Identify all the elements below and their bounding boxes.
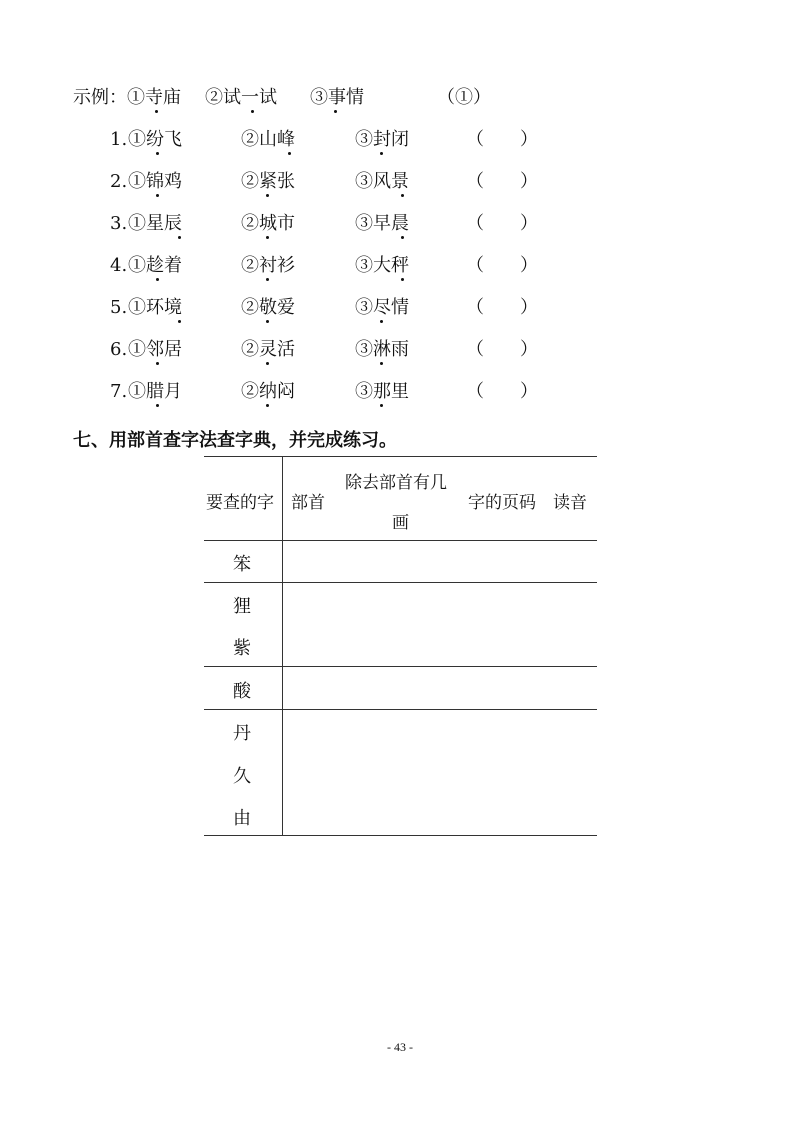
question-word-2: ②衬衫 [241,255,295,276]
lookup-char: 丹 [233,723,251,744]
emphasis-dot [266,320,269,323]
question-number: 2. [110,171,128,192]
emphasis-dot [178,236,181,239]
answer-parentheses: （ ） [466,339,538,360]
example-word-1: ①寺庙 [127,87,181,108]
question-word-3: ③那里 [355,381,409,402]
emphasis-dot [251,110,254,113]
example-word-3: ③事情 [310,87,364,108]
question-number: 1. [110,129,128,150]
question-word-2: ②灵活 [241,339,295,360]
header-strokes-line2: 画 [392,513,409,533]
lookup-char: 狸 [233,596,251,617]
question-word-2: ②山峰 [241,129,295,150]
emphasis-dot [380,320,383,323]
lookup-char: 酸 [233,681,251,702]
example-answer: （①） [437,87,491,108]
answer-parentheses: （ ） [466,129,538,150]
question-word-3: ③大秤 [355,255,409,276]
emphasis-dot [156,404,159,407]
emphasis-dot [156,362,159,365]
emphasis-dot [380,362,383,365]
question-word-3: ③淋雨 [355,339,409,360]
question-word-1: ①腊月 [128,381,182,402]
emphasis-dot [155,110,158,113]
lookup-char: 笨 [233,554,251,575]
table-border-top [204,456,597,457]
table-border-bottom [204,835,597,836]
emphasis-dot [156,152,159,155]
lookup-char: 久 [233,766,251,787]
answer-parentheses: （ ） [466,255,538,276]
emphasis-dot [288,152,291,155]
emphasis-dot [266,362,269,365]
question-word-1: ①环境 [128,297,182,318]
emphasis-dot [156,194,159,197]
emphasis-dot [401,278,404,281]
question-word-1: ①趁着 [128,255,182,276]
question-word-2: ②城市 [241,213,295,234]
page-number: - 43 - [387,1040,413,1054]
question-number: 3. [110,213,128,234]
question-number: 6. [110,339,128,360]
table-row-divider [204,582,597,583]
emphasis-dot [266,236,269,239]
emphasis-dot [178,320,181,323]
example-label: 示例： [73,87,127,108]
table-row-divider [204,540,597,541]
section-heading: 七、用部首查字法查字典，并完成练习。 [73,430,397,451]
emphasis-dot [401,194,404,197]
table-column-divider [282,456,283,836]
header-strokes-line1: 除去部首有几 [345,473,447,493]
emphasis-dot [156,278,159,281]
header-char: 要查的字 [206,493,274,513]
question-word-3: ③封闭 [355,129,409,150]
question-word-2: ②敬爱 [241,297,295,318]
header-page: 字的页码 [468,493,536,513]
emphasis-dot [401,236,404,239]
emphasis-dot [266,194,269,197]
emphasis-dot [266,404,269,407]
table-row-divider [204,709,597,710]
question-word-2: ②纳闷 [241,381,295,402]
question-number: 7. [110,381,128,402]
table-row-divider [204,666,597,667]
question-number: 5. [110,297,128,318]
question-word-2: ②紧张 [241,171,295,192]
question-word-3: ③尽情 [355,297,409,318]
header-radical: 部首 [291,493,325,513]
emphasis-dot [380,404,383,407]
answer-parentheses: （ ） [466,297,538,318]
answer-parentheses: （ ） [466,171,538,192]
question-word-3: ③早晨 [355,213,409,234]
lookup-char: 由 [233,808,251,829]
question-word-1: ①锦鸡 [128,171,182,192]
answer-parentheses: （ ） [466,381,538,402]
question-word-1: ①邻居 [128,339,182,360]
question-number: 4. [110,255,128,276]
question-word-1: ①星辰 [128,213,182,234]
answer-parentheses: （ ） [466,213,538,234]
emphasis-dot [334,110,337,113]
header-reading: 读音 [553,493,587,513]
emphasis-dot [380,152,383,155]
example-word-2: ②试一试 [205,87,277,108]
question-word-1: ①纷飞 [128,129,182,150]
emphasis-dot [266,278,269,281]
question-word-3: ③风景 [355,171,409,192]
lookup-char: 紫 [233,638,251,659]
